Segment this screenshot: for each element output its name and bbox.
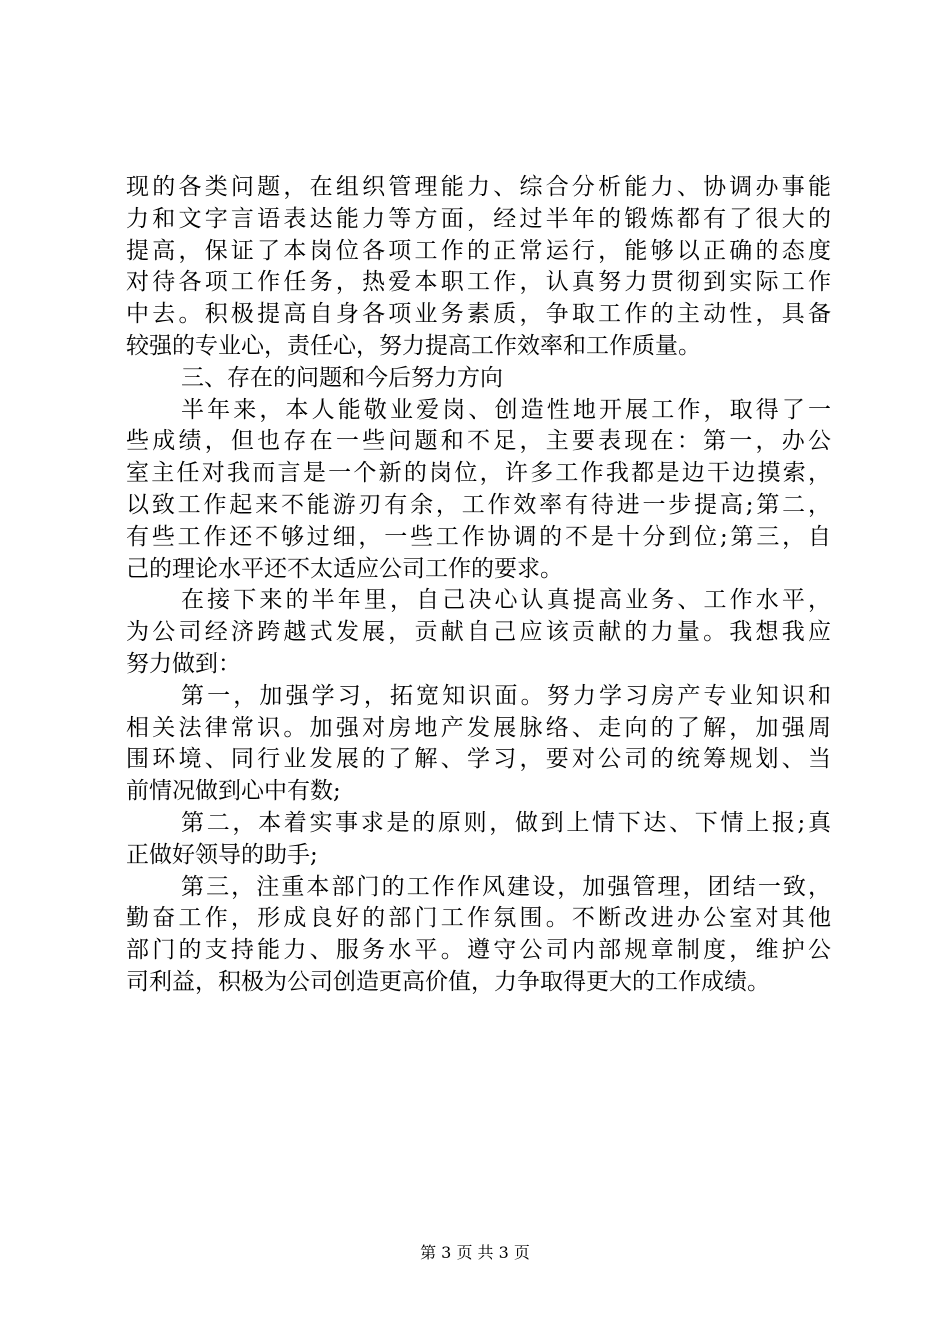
text-line: 第三，注重本部门的工作作风建设，加强管理，团结一致， xyxy=(181,873,831,900)
text-line: 半年来，本人能敬业爱岗、创造性地开展工作，取得了一 xyxy=(181,396,831,423)
text-line: 己的理论水平还不太适应公司工作的要求。 xyxy=(126,555,563,582)
text-line: 较强的专业心，责任心，努力提高工作效率和工作质量。 xyxy=(126,332,701,359)
text-line: 部门的支持能力、服务水平。遵守公司内部规章制度，维护公 xyxy=(126,937,831,964)
page-footer: 第 3 页 共 3 页 xyxy=(420,1243,530,1262)
text-line: 力和文字言语表达能力等方面，经过半年的锻炼都有了很大的 xyxy=(126,205,831,232)
text-line: 提高，保证了本岗位各项工作的正常运行，能够以正确的态度 xyxy=(126,237,831,264)
text-line: 司利益，积极为公司创造更高价值，力争取得更大的工作成绩。 xyxy=(126,968,770,995)
text-line: 三、存在的问题和今后努力方向 xyxy=(181,364,503,391)
text-line: 为公司经济跨越式发展，贡献自己应该贡献的力量。我想我应 xyxy=(126,619,831,646)
text-line: 前情况做到心中有数; xyxy=(126,778,341,805)
text-line: 正做好领导的助手; xyxy=(126,841,318,868)
text-line: 中去。积极提高自身各项业务素质，争取工作的主动性，具备 xyxy=(126,301,831,328)
text-line: 对待各项工作任务，热爱本职工作，认真努力贯彻到实际工作 xyxy=(126,269,831,296)
text-line: 现的各类问题，在组织管理能力、综合分析能力、协调办事能 xyxy=(126,174,831,200)
text-line: 勤奋工作，形成良好的部门工作氛围。不断改进办公室对其他 xyxy=(126,905,831,932)
text-line: 第二，本着实事求是的原则，做到上情下达、下情上报;真 xyxy=(181,809,831,836)
text-line: 室主任对我而言是一个新的岗位，许多工作我都是边干边摸索， xyxy=(126,460,831,487)
text-line: 围环境、同行业发展的了解、学习，要对公司的统筹规划、当 xyxy=(126,746,831,773)
text-line: 有些工作还不够过细，一些工作协调的不是十分到位;第三，自 xyxy=(126,523,831,550)
text-line: 相关法律常识。加强对房地产发展脉络、走向的了解，加强周 xyxy=(126,714,831,741)
text-line: 在接下来的半年里，自己决心认真提高业务、工作水平， xyxy=(181,587,831,614)
document-body xyxy=(126,172,831,999)
text-line: 努力做到： xyxy=(126,650,241,677)
text-line: 些成绩，但也存在一些问题和不足，主要表现在：第一，办公 xyxy=(126,428,831,455)
text-line: 以致工作起来不能游刃有余，工作效率有待进一步提高;第二， xyxy=(126,491,831,518)
text-line: 第一，加强学习，拓宽知识面。努力学习房产专业知识和 xyxy=(181,682,831,709)
